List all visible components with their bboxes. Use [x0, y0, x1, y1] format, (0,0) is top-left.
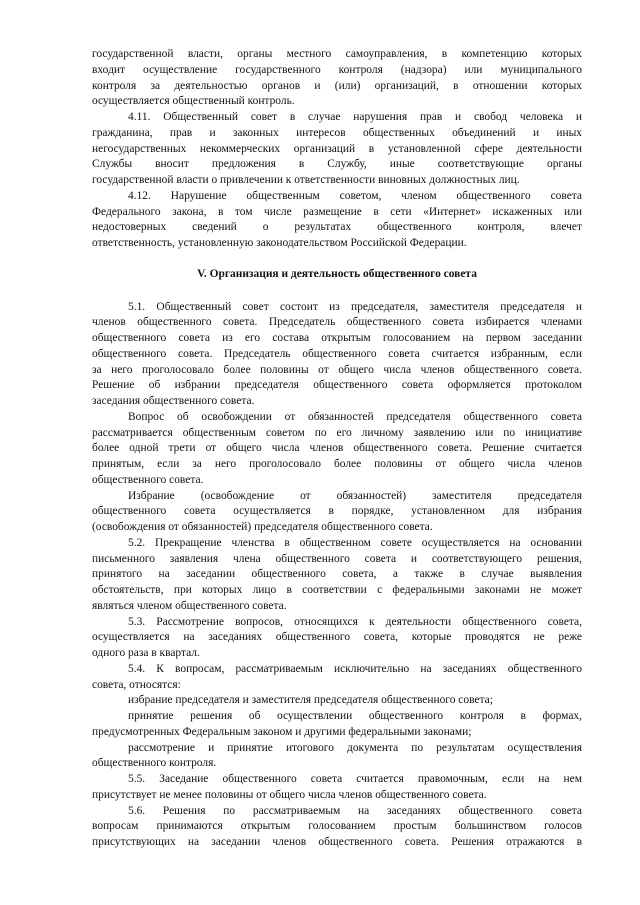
- text-line: общественного совета осуществляется в порядке, установленном для избрания: [92, 505, 582, 518]
- text-line: являться членом общественного совета.: [92, 599, 287, 612]
- text-line: более одной трети от общего числа членов общественного совета. Решение считается: [92, 442, 582, 455]
- text-line: ответственность, установленную законодательством Российской Федерации.: [92, 237, 467, 249]
- text-line: за него проголосовало более половины от общего числа членов общественного совета.: [92, 363, 582, 376]
- text-line: Службы вносит предложения в Службу, иные соответствующие органы: [92, 158, 582, 171]
- document-page: [92, 47, 582, 851]
- text-line: гражданина, прав и законных интересов общественных объединений и иных: [92, 126, 582, 139]
- text-line: общественного контроля.: [92, 757, 217, 770]
- paragraph: [92, 110, 582, 189]
- text-line: 5.6. Решения по рассматриваемым на заседаниях общественного совета: [128, 804, 582, 817]
- paragraph: [92, 709, 582, 741]
- paragraphs-top: [92, 47, 582, 252]
- paragraph: [92, 189, 582, 252]
- text-line: принятие решения об осуществлении общественного контроля в формах,: [128, 710, 582, 722]
- text-line: присутствует не менее половины от общего числа членов общественного совета.: [92, 788, 487, 801]
- text-line: (освобождения от обязанностей) председателя общественного совета.: [92, 521, 433, 533]
- text-line: Вопрос об освобождении от обязанностей председателя общественного совета: [128, 410, 582, 423]
- text-line: общественного совета из его состава открытым голосованием на первом заседании: [92, 332, 582, 344]
- paragraph: [92, 489, 582, 536]
- text-line: предусмотренных Федеральным законом и другими федеральными законами;: [92, 725, 472, 738]
- text-line: письменного заявления члена общественного совета и соответствующего решения,: [92, 552, 582, 565]
- text-line: осуществляется общественный контроль.: [92, 95, 295, 108]
- text-line: негосударственных некоммерческих организаций в установленной сфере деятельности: [92, 142, 582, 155]
- text-line: 5.4. К вопросам, рассматриваемым исключительно на заседаниях общественного: [128, 662, 582, 675]
- text-line: 4.11. Общественный совет в случае нарушения прав и свобод человека и: [128, 111, 582, 123]
- text-line: Избрание (освобождение от обязанностей) заместителя председателя: [128, 489, 582, 502]
- text-line: рассмотрение и принятие итогового документа по результатам осуществления: [128, 741, 582, 754]
- paragraph: [92, 662, 582, 694]
- text-line: недостоверных сведений о результатах общественного контроля, влечет: [92, 221, 582, 234]
- paragraph: [92, 300, 582, 410]
- paragraph: [92, 536, 582, 615]
- text-line: контроля за деятельностью органов и (или) организаций, в отношении которых: [92, 79, 582, 92]
- text-line: Федерального закона, в том числе размещение в сети «Интернет» искаженных или: [92, 205, 582, 218]
- text-line: общественного совета. Председатель общественного совета считается избранным, если: [92, 347, 582, 360]
- text-line: общественного совета.: [92, 473, 204, 486]
- text-line: заседания общественного совета.: [92, 395, 255, 407]
- text-line: 5.3. Рассмотрение вопросов, относящихся к деятельности общественного совета,: [128, 615, 582, 628]
- paragraph: [92, 410, 582, 489]
- paragraph: [92, 804, 582, 851]
- paragraph: [92, 693, 582, 709]
- section-heading: V. Организация и деятельность общественного совета: [197, 267, 477, 280]
- paragraph: [92, 741, 582, 773]
- text-line: членов общественного совета. Председатель общественного совета избирается членами: [92, 316, 582, 329]
- paragraph: [92, 772, 582, 804]
- text-line: рассматривается общественным советом по его личному заявлению или по инициативе: [92, 426, 582, 439]
- text-line: Решение об избрании председателя общественного совета оформляется протоколом: [92, 379, 582, 392]
- text-line: одного раза в квартал.: [92, 647, 200, 659]
- text-line: 5.2. Прекращение членства в общественном совете осуществляется на основании: [128, 536, 582, 549]
- text-line: 4.12. Нарушение общественным советом, членом общественного совета: [128, 189, 582, 202]
- text-line: вопросам принимаются открытым голосованием простым большинством голосов: [92, 820, 582, 833]
- text-line: осуществляется на заседаниях общественного совета, которые проводятся не реже: [92, 631, 582, 644]
- text-line: входит осуществление государственного контроля (надзора) или муниципального: [92, 63, 582, 76]
- paragraph: [92, 47, 582, 110]
- text-line: 5.5. Заседание общественного совета считается правомочным, если на нем: [128, 773, 582, 785]
- paragraph: [92, 615, 582, 662]
- text-line: государственной власти, органы местного самоуправления, в компетенцию которых: [92, 48, 582, 60]
- text-line: обстоятельств, при которых лицо в соответствии с федеральными законами не может: [92, 584, 582, 596]
- paragraphs-bottom: [92, 300, 582, 851]
- text-line: избрание председателя и заместителя председателя общественного совета;: [128, 694, 493, 707]
- text-line: совета, относятся:: [92, 678, 181, 691]
- text-line: 5.1. Общественный совет состоит из председателя, заместителя председателя и: [128, 300, 582, 313]
- text-line: принятого на заседании общественного совета, а также в случае выявления: [92, 568, 582, 581]
- text-line: принятым, если за него проголосовало более половины от общего числа членов: [92, 458, 582, 470]
- text-line: государственной власти о привлечении к ответственности виновных должностных лиц.: [92, 174, 520, 186]
- text-line: присутствующих на заседании членов общественного совета. Решения отражаются в: [92, 836, 582, 848]
